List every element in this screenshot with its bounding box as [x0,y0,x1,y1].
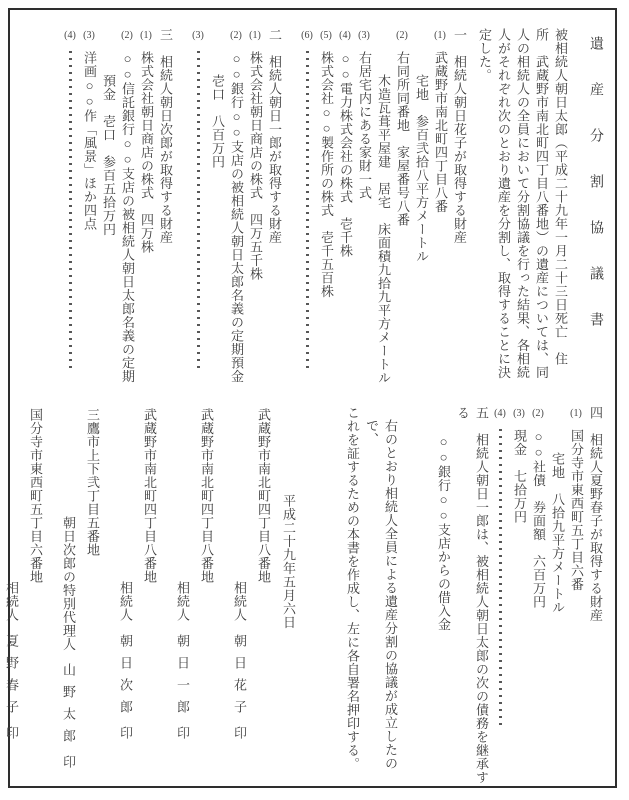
item-text: 洋画○○作「風景」ほか四点 [82,51,97,231]
section-4 [491,406,605,794]
section-number: 四 [588,406,603,420]
seal-mark: 印 [175,725,190,739]
signer-name-line [2,406,21,794]
section-2 [189,28,284,396]
section-title: 相続人朝日一郎は、被相続人朝日太郎の次の債務を継承する [455,406,489,784]
asset-item-placeholder [189,28,208,396]
signature-block-hanako [230,406,273,794]
item-text: 武蔵野市南北町四丁目八番 [433,51,448,213]
item-number: (2) [396,30,408,41]
signer-address: 武蔵野市南北町四丁目八番地 [256,408,271,584]
asset-item [431,28,450,396]
asset-item [80,28,99,396]
item-number: (3) [358,30,370,41]
item-text: 株式会社朝日商店の株式 四万五千株 [248,51,263,281]
item-number: (1) [140,30,152,41]
debt-item: ○○銀行○○支店からの借入金 [436,434,451,631]
asset-item-placeholder [298,28,317,396]
section-4-heading [586,406,605,794]
intro-line: 定した。 [477,28,492,82]
signer-role: 相続人 [232,581,247,622]
section-3 [61,28,175,396]
intro-line: 人の相続人の全員において分割協議を行った結果、各相続 [515,28,530,379]
section-5-heading [453,406,491,794]
signer-name: 山野太郎 [61,663,76,751]
dotted-leader [69,51,72,369]
section-1-heading [450,28,469,396]
signer-name: 夏野春子 [4,633,19,722]
dotted-leader [499,429,502,729]
asset-item [336,28,355,396]
item-text: ○○社債 券面額 六百万円 [531,429,546,609]
section-number: 一 [452,28,467,42]
section-number: 五 [474,406,489,420]
seal-mark: 印 [118,725,133,739]
signer-address: 武蔵野市南北町四丁目八番地 [199,408,214,584]
item-text: ○○電力株式会社の株式 壱千株 [338,51,353,258]
item-number: (2) [532,408,544,419]
signer-name: 朝日一郎 [175,633,190,722]
asset-item [567,406,586,794]
signature-block-jiro [116,406,159,794]
signer-role: 相続人 [4,581,19,622]
document-title: 遺産分割協議書 [588,36,603,358]
section-number: 三 [158,28,173,42]
asset-item [137,28,156,396]
item-text: 国分寺市東西町五丁目六番 [569,429,584,591]
closing-line: これを証するための本書を作成し、左に各自署名押印する。 [345,406,360,771]
signature-block-haruko [2,406,45,794]
asset-item [118,28,137,396]
item-text: 株式会社朝日商店の株式 四万株 [139,51,154,254]
dotted-leader [306,51,309,369]
signer-name: 朝日次郎 [118,633,133,722]
item-number: (3) [83,30,95,41]
item-text: 現金 七拾万円 [512,429,527,524]
seal-mark: 印 [232,725,247,739]
item-text: ○○信託銀行○○支店の被相続人朝日太郎名義の定期 [120,51,135,383]
signer-name-line [230,406,249,794]
asset-item-placeholder [491,406,510,794]
dotted-leader [197,51,200,369]
item-number: (2) [230,30,242,41]
item-continuation: 預金 壱口 参百五拾万円 [101,74,116,236]
item-continuation: 宅地 八拾九平方メートル [550,452,565,614]
intro-line: 人がそれぞれ次のとおり遺産を分割し、取得することに決 [496,28,511,379]
page-top-block [18,28,605,396]
section-title: 相続人夏野春子が取得する財産 [588,432,603,622]
intro-paragraph [475,28,570,396]
item-number: (4) [339,30,351,41]
item-number: (1) [434,30,446,41]
intro-line: 被相続人朝日太郎（平成二十九年一月二十三日死亡 住 [553,28,568,366]
section-3-heading [156,28,175,396]
signer-address: 三鷹市上下弐丁目五番地 [85,408,100,557]
seal-mark: 印 [4,725,19,739]
signer-role: 朝日次郎の特別代理人 [61,516,76,651]
section-number: 二 [267,28,282,42]
item-continuation: 宅地 参百弐拾八平方メートル [414,74,429,263]
asset-item [317,28,336,396]
signer-role: 相続人 [118,581,133,622]
item-number: (1) [570,408,582,419]
item-text: 右居宅内にある家財一式 [357,51,372,200]
signer-name-line [116,406,135,794]
closing-statement [343,406,400,794]
item-text: 右同所同番地 家屋番号八番 [395,51,410,227]
item-number: (3) [192,30,204,41]
asset-item [393,28,412,396]
page-bottom-block [4,406,605,794]
item-number: (1) [249,30,261,41]
item-number: (4) [64,30,76,41]
document-date: 平成二十九年五月六日 [281,494,296,629]
item-continuation: 木造瓦葺平屋建 居宅 床面積九拾九平方メートル [376,74,391,385]
intro-line: 所 武蔵野市南北町四丁目八番地）の遺産については、同 [534,28,549,379]
item-number: (4) [494,408,506,419]
section-title: 相続人朝日花子が取得する財産 [452,54,467,244]
section-5 [434,406,491,794]
section-title: 相続人朝日一郎が取得する財産 [267,54,282,244]
item-number: (3) [513,408,525,419]
item-number: (2) [121,30,133,41]
item-number: (5) [320,30,332,41]
signer-name-line [59,406,78,794]
item-continuation: 壱口 八百万円 [210,74,225,169]
signature-block-ichiro [173,406,216,794]
section-2-heading [265,28,284,396]
asset-item [246,28,265,396]
section-1 [298,28,469,396]
item-text: 株式会社○○製作所の株式 壱千五百株 [319,51,334,298]
signer-address: 国分寺市東西町五丁目六番地 [28,408,43,584]
seal-mark: 印 [61,755,76,768]
signer-role: 相続人 [175,581,190,622]
signature-block-special-agent [59,406,102,794]
document-frame [4,8,617,788]
asset-item-placeholder [61,28,80,396]
signer-name-line [173,406,192,794]
signer-name: 朝日花子 [232,633,247,722]
item-number: (6) [301,30,313,41]
asset-item [227,28,246,396]
item-text: ○○銀行○○支店の被相続人朝日太郎名義の定期預金 [229,51,244,383]
asset-item [355,28,374,396]
closing-line: 右のとおり相続人全員による遺産分割の協議が成立したので、 [364,419,398,770]
section-title: 相続人朝日次郎が取得する財産 [158,54,173,244]
asset-item [510,406,529,794]
asset-item [529,406,548,794]
signer-address: 武蔵野市南北町四丁目八番地 [142,408,157,584]
